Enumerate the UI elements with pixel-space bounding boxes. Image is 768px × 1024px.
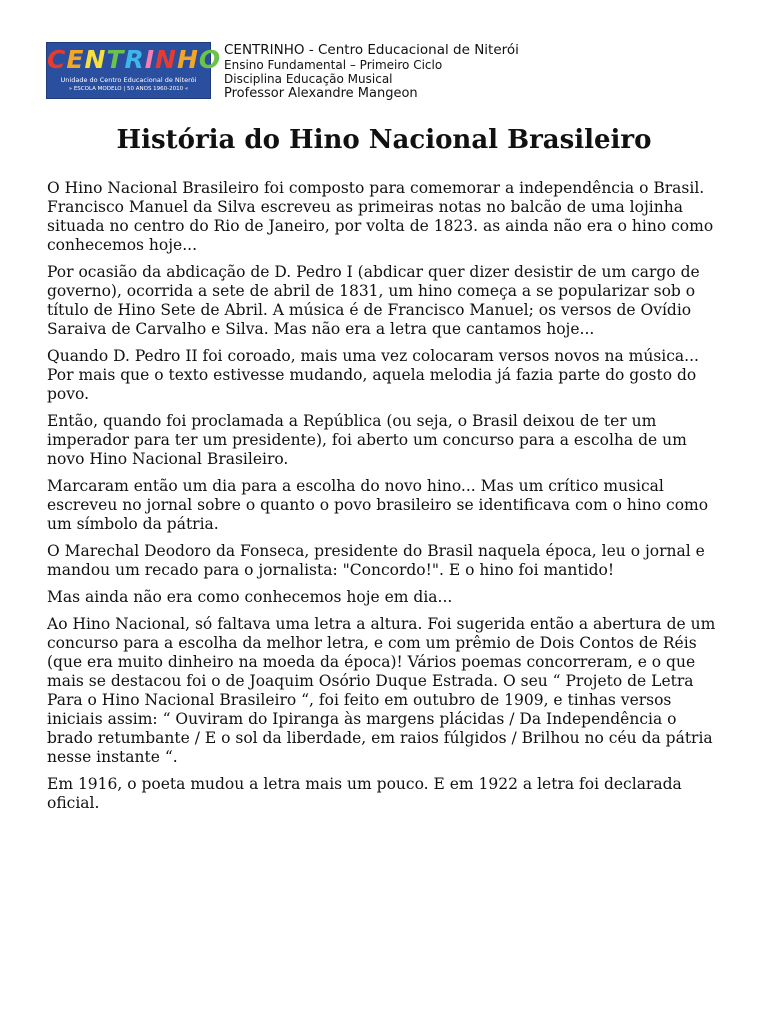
logo-letter: E xyxy=(66,45,85,74)
document-header xyxy=(46,42,736,104)
school-info xyxy=(224,42,519,102)
paragraph: Por ocasião da abdicação de D. Pedro I (abdicar quer dizer desistir de um cargo de governo), ocorrida a sete de abril de 1831, um hino começa a se popularizar sob o título de Hino Sete de Abril. A música é de Francisco Manuel; os versos de Ovídio Saraiva de Carvalho e Silva. Mas não era a letra que cantamos hoje... xyxy=(47,263,700,338)
paragraph: O Hino Nacional Brasileiro foi composto para comemorar a independência o Brasil. Francisco Manuel da Silva escreveu as primeiras notas no balcão de uma lojinha situada no centro do Rio de Janeiro, por volta de 1823. as ainda não era o hino como conhecemos hoje... xyxy=(47,179,714,254)
logo-letter: N xyxy=(84,45,107,74)
logo-letter: I xyxy=(144,45,156,74)
logo-letter: T xyxy=(106,45,125,74)
professor-line: Professor Alexandre Mangeon xyxy=(224,86,418,101)
paragraph: Mas ainda não era como conhecemos hoje em dia... xyxy=(47,588,453,606)
paragraph: Então, quando foi proclamada a República (ou seja, o Brasil deixou de ter um imperador para ter um presidente), foi aberto um concurso para a escolha de um novo Hino Nacional Brasileiro. xyxy=(47,412,687,468)
page-title: História do Hino Nacional Brasileiro xyxy=(116,125,652,155)
school-name: CENTRINHO - Centro Educacional de Niterói xyxy=(224,42,519,58)
paragraph: Em 1916, o poeta mudou a letra mais um pouco. E em 1922 a letra foi declarada oficial. xyxy=(47,775,682,812)
paragraph: Ao Hino Nacional, só faltava uma letra a altura. Foi sugerida então a abertura de um concurso para a escolha da melhor letra, e com um prêmio de Dois Contos de Réis (que era muito dinheiro na moeda da época)! Vários poemas concorreram, e o que mais se destacou foi o de Joaquim Osório Duque Estrada. O seu “ Projeto de Letra Para o Hino Nacional Brasileiro “, foi feito em outubro de 1909, e tinhas versos iniciais assim: “ Ouviram do Ipiranga às margens plácidas / Da Independência o brado retumbante / E o sol da liberdade, em raios fúlgidos / Brilhou no céu da pátria nesse instante “. xyxy=(47,615,716,766)
school-level: Ensino Fundamental – Primeiro Ciclo xyxy=(224,58,443,72)
logo-letter: N xyxy=(155,45,177,74)
logo-letter: R xyxy=(124,45,145,74)
centrinho-logo xyxy=(46,42,222,99)
logo-subtitle: Unidade do Centro Educacional de Niterói xyxy=(60,76,197,84)
logo-tagline: » ESCOLA MODELO | 50 ANOS 1960-2010 « xyxy=(68,86,189,92)
document-body xyxy=(47,179,727,821)
paragraph: Quando D. Pedro II foi coroado, mais uma vez colocaram versos novos na música... Por mais que o texto estivesse mudando, aquela melodia já fazia parte do gosto do povo. xyxy=(47,347,699,403)
discipline-line: Disciplina Educação Musical xyxy=(224,72,393,86)
logo-letter: O xyxy=(198,45,222,74)
logo-wordmark xyxy=(47,45,222,74)
logo-letter: H xyxy=(176,45,199,74)
paragraph: Marcaram então um dia para a escolha do novo hino... Mas um crítico musical escreveu no jornal sobre o quanto o povo brasileiro se identificava com o hino como um símbolo da pátria. xyxy=(47,477,709,533)
logo-letter: C xyxy=(47,45,67,74)
paragraph: O Marechal Deodoro da Fonseca, presidente do Brasil naquela época, leu o jornal e mandou um recado para o jornalista: "Concordo!". E o hino foi mantido! xyxy=(47,542,705,579)
